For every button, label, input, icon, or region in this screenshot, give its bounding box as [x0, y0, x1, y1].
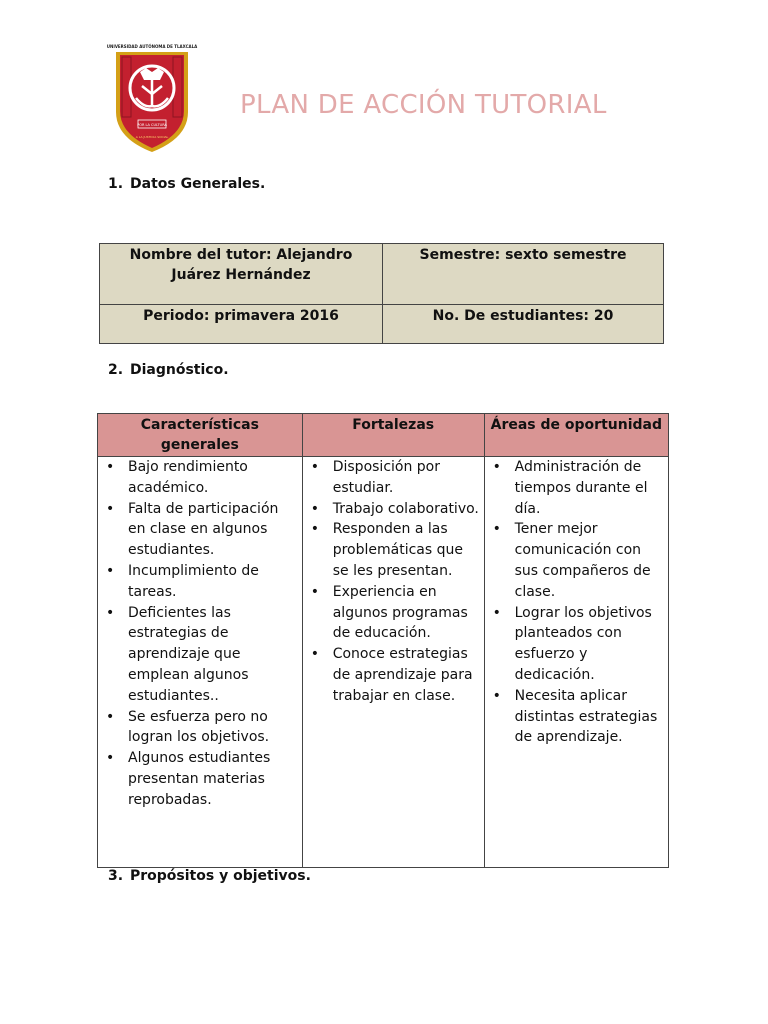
section-label: Diagnóstico.: [130, 362, 229, 378]
column-header-areas: Áreas de oportunidad: [484, 414, 668, 457]
column-header-fortalezas: Fortalezas: [302, 414, 484, 457]
period-cell: Periodo: primavera 2016: [100, 305, 383, 344]
list-item: • Necesita aplicar distintas estrategias de aprendizaje.: [515, 686, 666, 748]
list-item: • Lograr los objetivos planteados con esfuerzo y dedicación.: [515, 603, 666, 686]
shield-emblem-icon: [106, 42, 198, 154]
list-item: • Algunos estudiantes presentan materias reprobadas.: [128, 748, 300, 810]
caracteristicas-cell: [98, 457, 303, 868]
svg-text:A LA JUSTICIA SOCIAL: A LA JUSTICIA SOCIAL: [135, 135, 169, 139]
fortalezas-cell: [302, 457, 484, 868]
university-logo: [106, 42, 198, 154]
semester-cell: Semestre: sexto semestre: [383, 244, 664, 305]
section-number: 2.: [108, 362, 124, 378]
caracteristicas-list: [98, 457, 302, 811]
table-row: [100, 305, 664, 344]
list-item: • Bajo rendimiento académico.: [128, 457, 300, 499]
table-header-row: [98, 414, 669, 457]
list-item: • Incumplimiento de tareas.: [128, 561, 300, 603]
section-number: 1.: [108, 176, 124, 192]
list-item: • Experiencia en algunos programas de educación.: [333, 582, 482, 644]
students-cell: No. De estudiantes: 20: [383, 305, 664, 344]
diagnosis-table: [97, 413, 669, 868]
column-header-caracteristicas: Características generales: [98, 414, 303, 457]
section-label: Propósitos y objetivos.: [130, 868, 311, 884]
list-item: • Administración de tiempos durante el día.: [515, 457, 666, 519]
section-number: 3.: [108, 868, 124, 884]
fortalezas-list: [303, 457, 484, 707]
table-row: [98, 457, 669, 868]
tutor-cell: Nombre del tutor: Alejandro Juárez Hernández: [100, 244, 383, 305]
areas-cell: [484, 457, 668, 868]
areas-list: [485, 457, 668, 748]
section-label: Datos Generales.: [130, 176, 266, 192]
list-item: • Disposición por estudiar.: [333, 457, 482, 499]
list-item: • Falta de participación en clase en algunos estudiantes.: [128, 499, 300, 561]
list-item: • Se esfuerza pero no logran los objetivos.: [128, 707, 300, 749]
list-item: • Trabajo colaborativo.: [333, 499, 482, 520]
list-item: • Conoce estrategias de aprendizaje para trabajar en clase.: [333, 644, 482, 706]
general-data-table: [99, 243, 664, 344]
section-heading-propositos: [108, 868, 311, 884]
table-row: [100, 244, 664, 305]
list-item: • Responden a las problemáticas que se les presentan.: [333, 519, 482, 581]
section-heading-diagnostico: [108, 362, 229, 378]
svg-text:POR LA CULTURA: POR LA CULTURA: [137, 123, 167, 127]
list-item: • Tener mejor comunicación con sus compañeros de clase.: [515, 519, 666, 602]
page-title: PLAN DE ACCIÓN TUTORIAL: [240, 90, 607, 120]
section-heading-datos-generales: [108, 176, 265, 192]
svg-text:UNIVERSIDAD AUTÓNOMA DE TLAXCA: UNIVERSIDAD AUTÓNOMA DE TLAXCALA: [106, 44, 198, 49]
list-item: • Deficientes las estrategias de aprendizaje que emplean algunos estudiantes..: [128, 603, 300, 707]
